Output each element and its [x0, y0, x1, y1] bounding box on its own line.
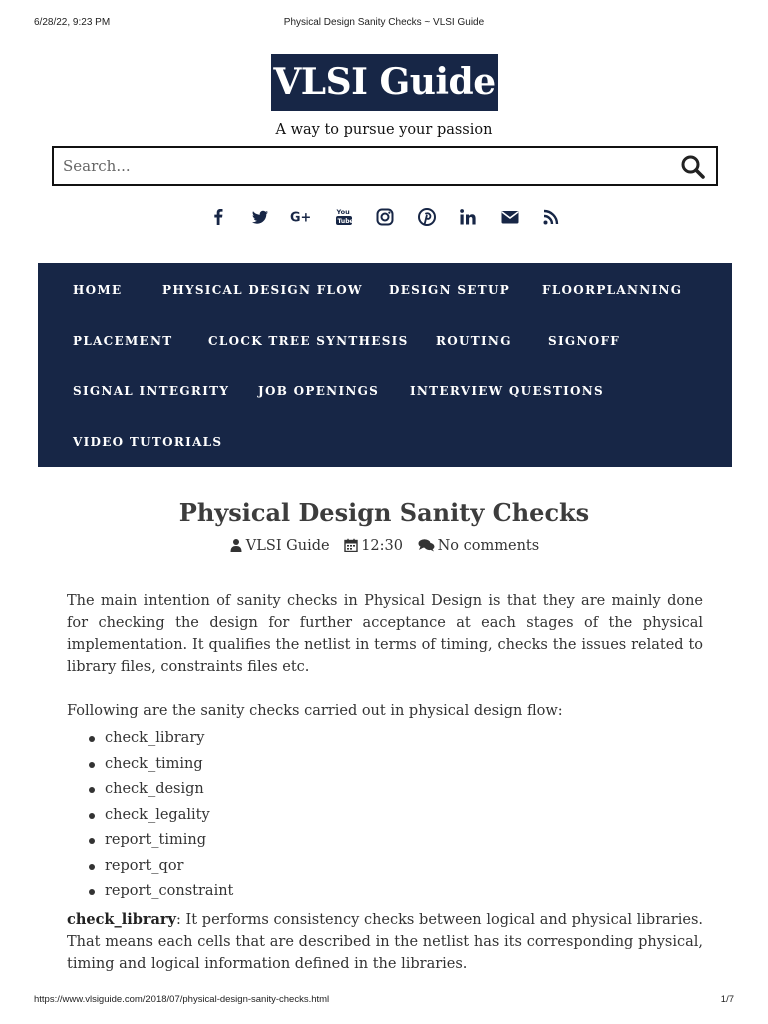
- linkedin-icon[interactable]: [457, 206, 479, 228]
- print-page-title: Physical Design Sanity Checks ~ VLSI Guide: [283, 17, 485, 28]
- post-body: [67, 590, 703, 975]
- nav-item-job-openings[interactable]: JOB OPENINGS: [258, 384, 380, 398]
- main-nav: [38, 263, 732, 467]
- google-plus-icon[interactable]: [290, 206, 312, 228]
- pinterest-icon[interactable]: [416, 206, 438, 228]
- svg-text:G+: G+: [290, 210, 312, 226]
- post-time[interactable]: 12:30: [361, 538, 403, 554]
- post-comments-link[interactable]: No comments: [437, 538, 540, 554]
- list-item: check_library: [89, 726, 703, 752]
- print-header: [0, 17, 768, 31]
- nav-item-floorplanning[interactable]: FLOORPLANNING: [542, 283, 683, 297]
- check-library-description: : It performs consistency checks between logical and physical libraries. That means each cells that are described in the netlist has its corresponding physical, timing and logical information defined in the libraries.: [67, 911, 703, 972]
- search-box: [52, 146, 718, 186]
- print-datetime: 6/28/22, 9:23 PM: [34, 17, 111, 28]
- print-footer: [0, 994, 768, 1008]
- intro-paragraph: The main intention of sanity checks in Physical Design is that they are mainly done for checking the design for further acceptance at each stages of the physical implementation. It qualifies the netlist in terms of timing, checks the issues related to library files, constraints files etc.: [67, 593, 703, 675]
- social-icons-bar: [0, 206, 768, 230]
- nav-item-design-setup[interactable]: DESIGN SETUP: [389, 283, 511, 297]
- calendar-icon: [344, 538, 358, 552]
- nav-item-clock-tree-synthesis[interactable]: CLOCK TREE SYNTHESIS: [208, 334, 409, 348]
- list-item: check_design: [89, 777, 703, 803]
- search-input[interactable]: [54, 148, 654, 184]
- email-icon[interactable]: [499, 206, 521, 228]
- print-page-number: 1/7: [720, 994, 734, 1005]
- rss-icon[interactable]: [540, 206, 562, 228]
- user-icon: [229, 538, 243, 552]
- instagram-icon[interactable]: [374, 206, 396, 228]
- nav-item-placement[interactable]: PLACEMENT: [73, 334, 173, 348]
- sanity-checks-list: [89, 726, 703, 905]
- list-item: report_timing: [89, 828, 703, 854]
- search-icon[interactable]: [680, 154, 706, 180]
- nav-item-video-tutorials[interactable]: VIDEO TUTORIALS: [73, 435, 223, 449]
- facebook-icon[interactable]: [207, 206, 229, 228]
- post-author[interactable]: VLSI Guide: [245, 538, 330, 554]
- nav-item-home[interactable]: HOME: [73, 283, 123, 297]
- site-logo[interactable]: VLSI Guide: [271, 54, 498, 111]
- check-library-paragraph: [67, 909, 703, 975]
- list-item: check_legality: [89, 803, 703, 829]
- list-item: check_timing: [89, 752, 703, 778]
- twitter-icon[interactable]: [249, 206, 271, 228]
- nav-item-interview-questions[interactable]: INTERVIEW QUESTIONS: [410, 384, 604, 398]
- youtube-icon[interactable]: [333, 206, 355, 228]
- print-url: https://www.vlsiguide.com/2018/07/physical-design-sanity-checks.html: [34, 994, 330, 1005]
- post-title: Physical Design Sanity Checks: [178, 498, 590, 527]
- check-library-term: check_library: [67, 910, 176, 928]
- nav-item-signoff[interactable]: SIGNOFF: [548, 334, 621, 348]
- comments-icon: [418, 538, 435, 552]
- nav-item-routing[interactable]: ROUTING: [436, 334, 512, 348]
- svg-text:You: You: [336, 208, 350, 216]
- nav-item-signal-integrity[interactable]: SIGNAL INTEGRITY: [73, 384, 230, 398]
- list-item: report_qor: [89, 854, 703, 880]
- list-item: report_constraint: [89, 879, 703, 905]
- post-meta: [0, 538, 768, 558]
- checks-intro-paragraph: Following are the sanity checks carried out in physical design flow:: [67, 703, 563, 719]
- svg-text:Tube: Tube: [337, 218, 354, 225]
- site-tagline: A way to pursue your passion: [275, 122, 493, 138]
- nav-item-physical-design-flow[interactable]: PHYSICAL DESIGN FLOW: [162, 283, 363, 297]
